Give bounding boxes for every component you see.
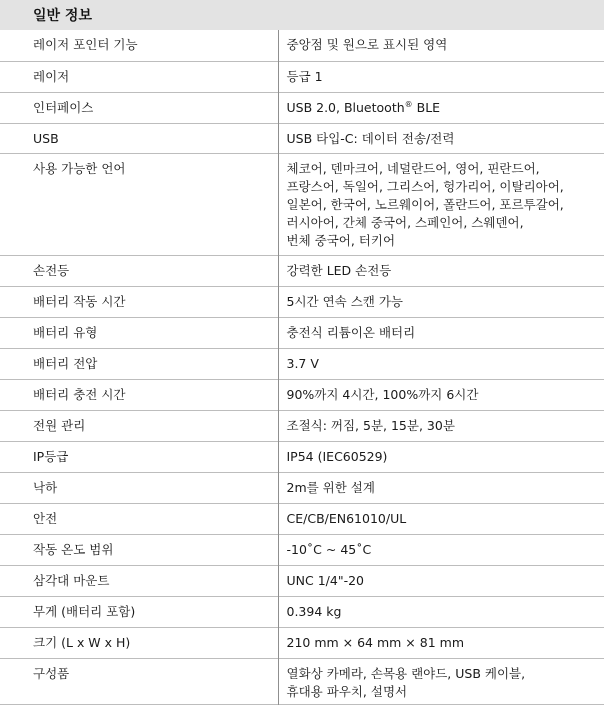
spec-row-laser-pointer (0, 30, 604, 61)
spec-row-languages (0, 153, 604, 255)
spec-label: 삼각대 마운트 (33, 572, 110, 588)
spec-value: -10˚C ~ 45˚C (278, 534, 604, 565)
spec-value: 중앙점 및 원으로 표시된 영역 (278, 30, 604, 61)
spec-label: 사용 가능한 언어 (33, 160, 126, 176)
spec-value: 충전식 리튬이온 배터리 (278, 317, 604, 348)
spec-label: 전원 관리 (33, 417, 86, 433)
spec-row-battery-voltage (0, 348, 604, 379)
spec-label: 레이저 포인터 기능 (33, 37, 138, 52)
spec-table (0, 30, 604, 705)
spec-label: USB (33, 130, 59, 146)
spec-row-contents (0, 658, 604, 704)
spec-label: 배터리 충전 시간 (33, 386, 126, 402)
spec-row-safety (0, 503, 604, 534)
spec-label: 배터리 작동 시간 (33, 293, 126, 309)
spec-label: 낙하 (33, 479, 58, 495)
spec-row-dimensions (0, 627, 604, 658)
section-header (0, 0, 604, 30)
spec-label: 배터리 유형 (33, 324, 98, 340)
spec-row-flashlight (0, 255, 604, 286)
spec-label: 무게 (배터리 포함) (33, 603, 136, 619)
spec-row-interface (0, 92, 604, 123)
spec-label: 인터페이스 (33, 99, 94, 115)
section-title: 일반 정보 (33, 8, 92, 24)
spec-row-tripod-mount (0, 565, 604, 596)
value-text: USB 2.0, Bluetooth (286, 99, 405, 115)
spec-value: 0.394 kg (278, 596, 604, 627)
spec-label: IP등급 (33, 448, 69, 464)
spec-row-drop (0, 472, 604, 503)
spec-label: 레이저 (33, 68, 70, 84)
spec-value: 210 mm × 64 mm × 81 mm (278, 627, 604, 658)
registered-mark: ® (404, 99, 413, 109)
spec-value: 강력한 LED 손전등 (278, 255, 604, 286)
spec-label: 크기 (L x W x H) (33, 634, 131, 650)
spec-value: 열화상 카메라, 손목용 랜야드, USB 케이블, 휴대용 파우치, 설명서 (278, 658, 604, 704)
spec-row-battery-type (0, 317, 604, 348)
spec-row-charge-time (0, 379, 604, 410)
spec-value: 체코어, 덴마크어, 네덜란드어, 영어, 핀란드어, 프랑스어, 독일어, 그리스어, 헝가리어, 이탈리아어, 일본어, 한국어, 노르웨이어, 폴란드어, 포르투갈어, 러시아어, 간체 중국어, 스페인어, 스웨덴어, 번체 중국어, 터키어 (278, 153, 604, 255)
spec-label: 손전등 (33, 262, 70, 278)
spec-row-usb (0, 123, 604, 153)
spec-label: 안전 (33, 510, 58, 526)
value-text: BLE (412, 99, 441, 115)
spec-value: 3.7 V (278, 348, 604, 379)
spec-row-weight (0, 596, 604, 627)
spec-value: 5시간 연속 스캔 가능 (278, 286, 604, 317)
spec-value: USB 타입-C: 데이터 전송/전력 (278, 123, 604, 153)
spec-row-operating-temp (0, 534, 604, 565)
spec-label: 구성품 (33, 665, 70, 681)
spec-value: IP54 (IEC60529) (278, 441, 604, 472)
spec-row-laser (0, 61, 604, 92)
spec-value: 등급 1 (278, 61, 604, 92)
spec-label: 배터리 전압 (33, 355, 98, 371)
spec-value: CE/CB/EN61010/UL (278, 503, 604, 534)
spec-row-power-management (0, 410, 604, 441)
spec-value: 90%까지 4시간, 100%까지 6시간 (278, 379, 604, 410)
spec-row-ip-rating (0, 441, 604, 472)
spec-value: 조절식: 꺼짐, 5분, 15분, 30분 (278, 410, 604, 441)
spec-value: 2m를 위한 설계 (278, 472, 604, 503)
spec-value (278, 92, 604, 123)
spec-label: 작동 온도 범위 (33, 541, 114, 557)
spec-row-battery-runtime (0, 286, 604, 317)
spec-value: UNC 1/4"-20 (278, 565, 604, 596)
